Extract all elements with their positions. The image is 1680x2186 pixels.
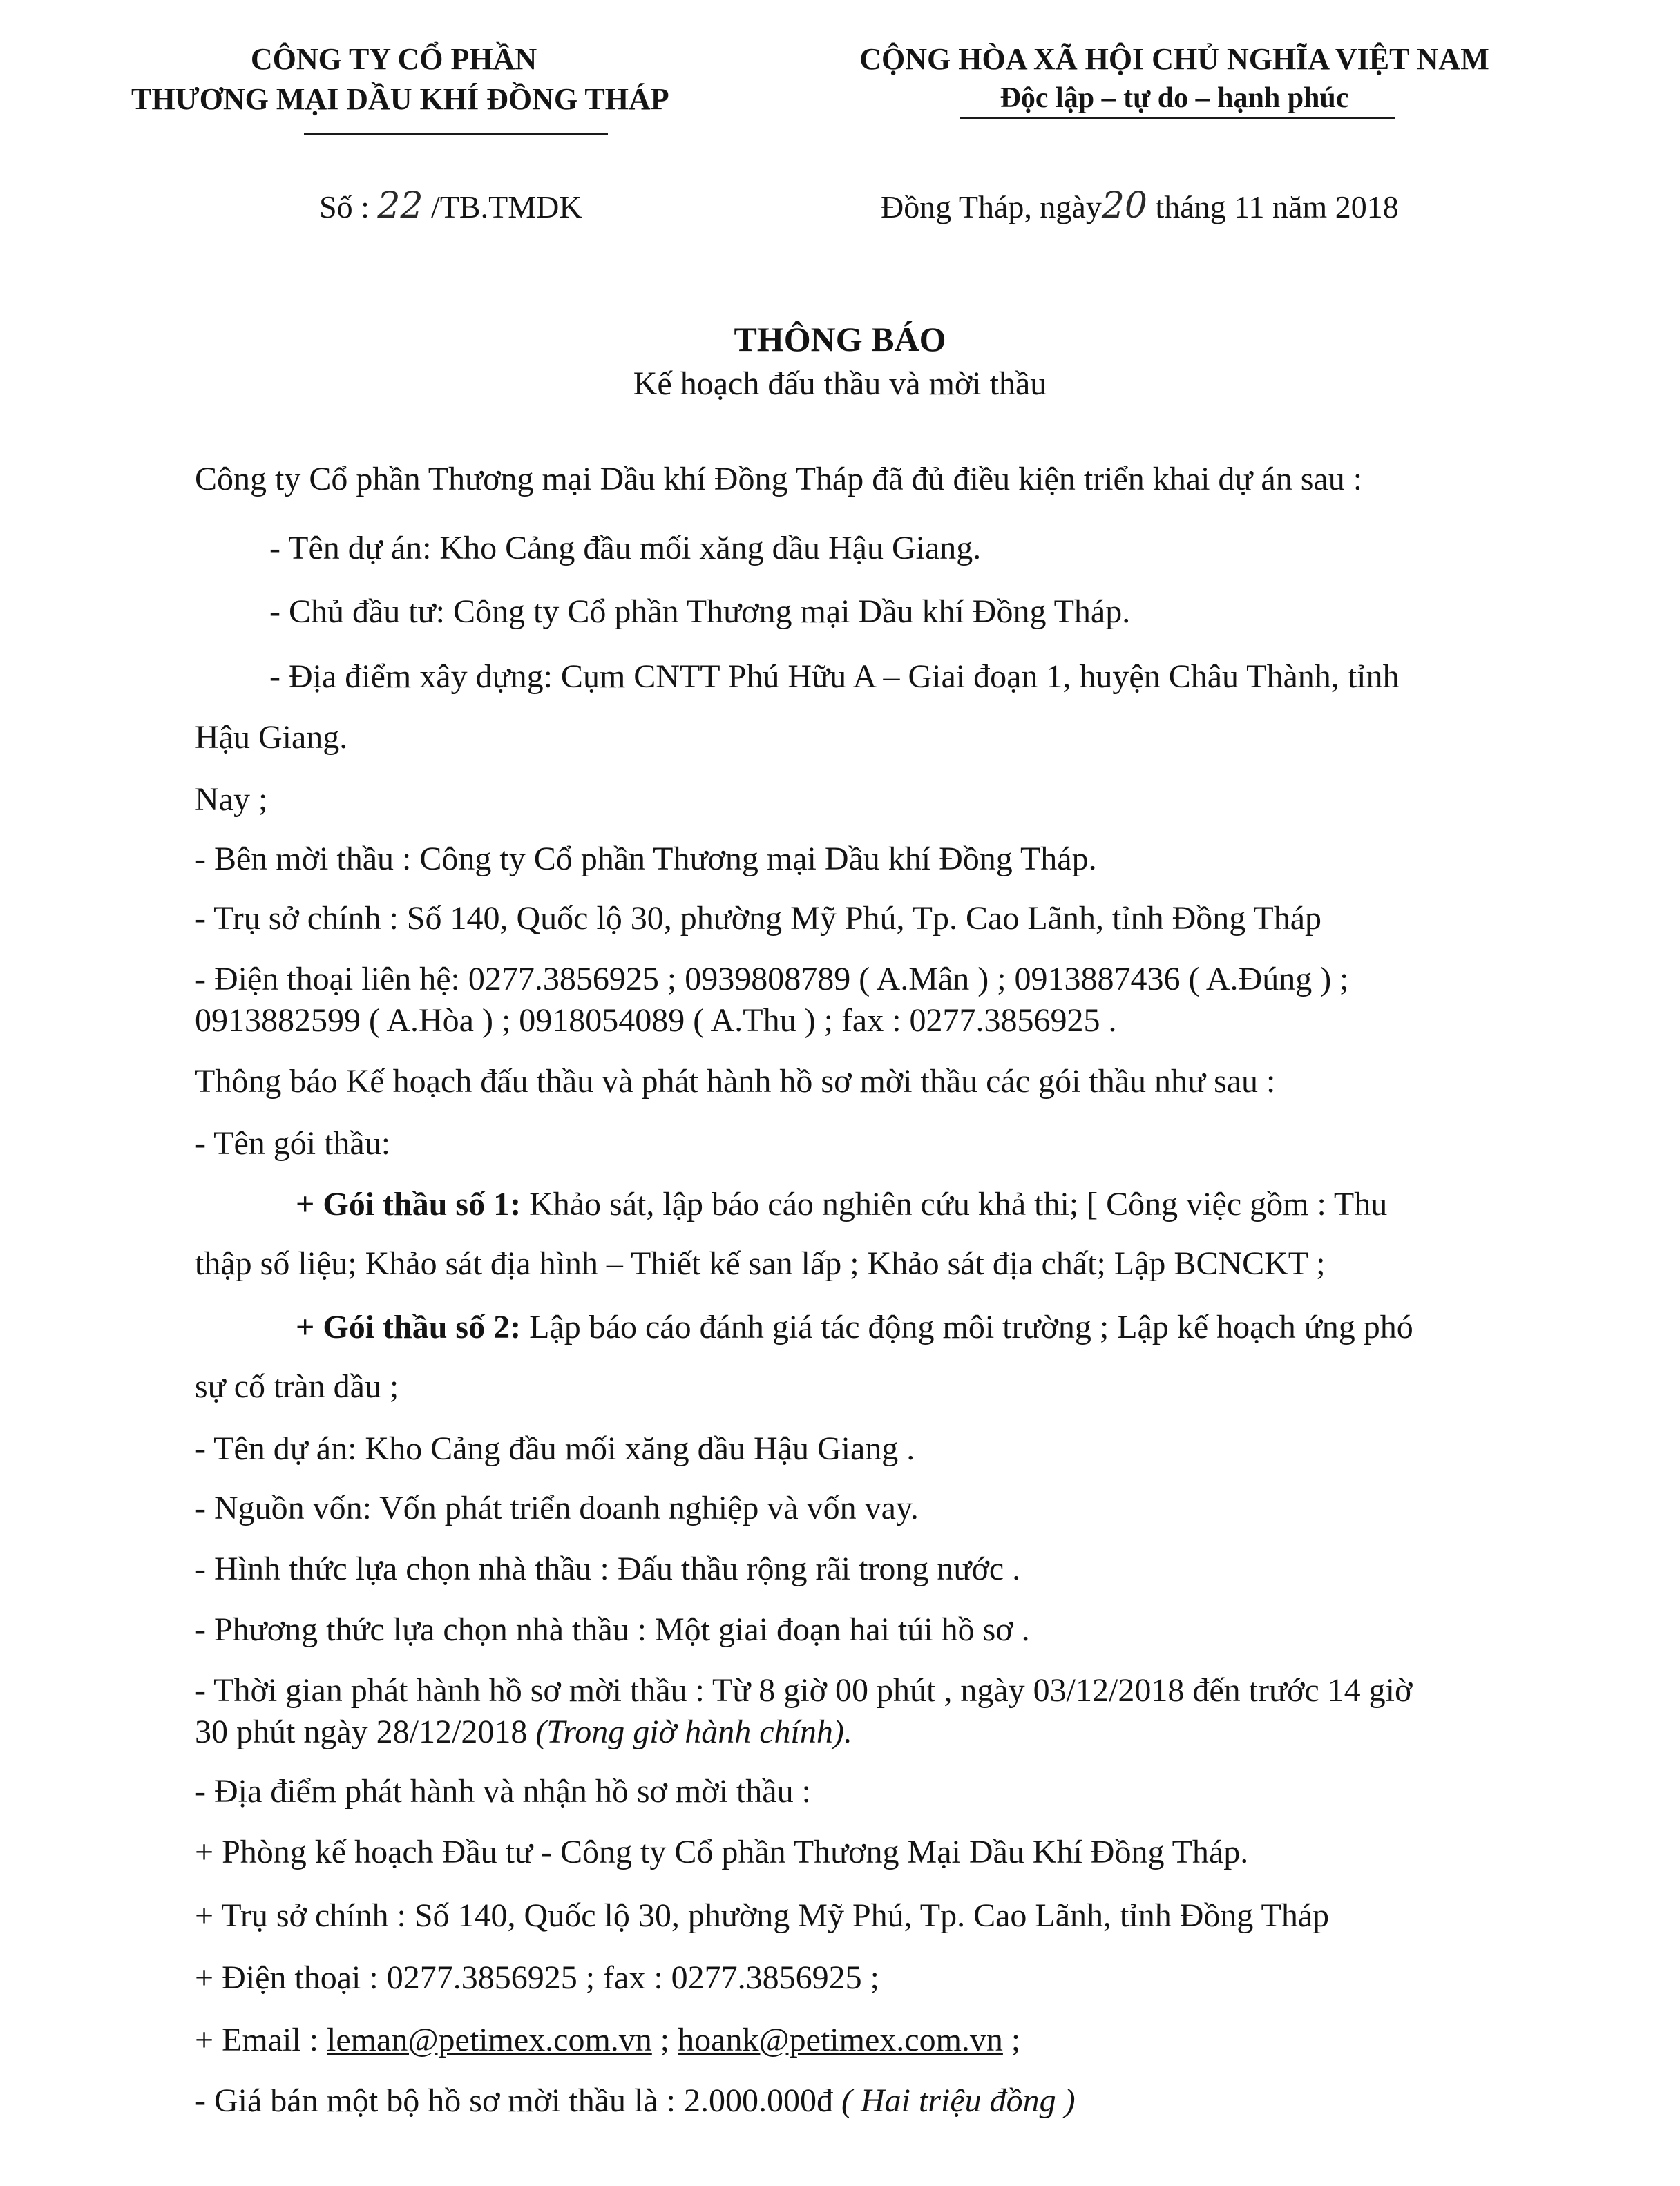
package2-label: + Gói thầu số 2:	[296, 1309, 522, 1345]
issue-dept: + Phòng kế hoạch Đầu tư - Công ty Cổ phần Thương Mại Dầu Khí Đồng Tháp.	[195, 1834, 1249, 1870]
email-separator: ;	[651, 2022, 678, 2058]
package1-label: + Gói thầu số 1:	[296, 1186, 522, 1223]
issue-time-date: 30 phút ngày 28/12/2018	[195, 1714, 528, 1750]
package-heading: - Tên gói thầu:	[195, 1125, 391, 1162]
intro-location-line2: Hậu Giang.	[195, 719, 348, 756]
intro-nay: Nay ;	[195, 781, 268, 818]
number-handwritten: 22	[377, 185, 423, 227]
issue-time-note: (Trong giờ hành chính).	[535, 1714, 852, 1750]
email-suffix: ;	[1002, 2022, 1021, 2058]
plan-funding: - Nguồn vốn: Vốn phát triển doanh nghiệp và vốn vay.	[195, 1490, 919, 1526]
office-line: - Trụ sở chính : Số 140, Quốc lộ 30, phường Mỹ Phú, Tp. Cao Lãnh, tỉnh Đồng Tháp	[195, 900, 1322, 937]
package1-text: Khảo sát, lập báo cáo nghiên cứu khả thi; [ Công việc gồm : Thu	[529, 1186, 1388, 1223]
issue-place: - Địa điểm phát hành và nhận hồ sơ mời thầu :	[195, 1773, 811, 1810]
notice-subtitle: Kế hoạch đấu thầu và mời thầu	[633, 365, 1047, 402]
package1-line1	[296, 1185, 1387, 1223]
email-prefix: + Email :	[195, 2022, 327, 2058]
notice-title: THÔNG BÁO	[734, 320, 946, 358]
issue-office: + Trụ sở chính : Số 140, Quốc lộ 30, phường Mỹ Phú, Tp. Cao Lãnh, tỉnh Đồng Tháp	[195, 1897, 1330, 1934]
phone-line1: - Điện thoại liên hệ: 0277.3856925 ; 0939808789 ( A.Mân ) ; 0913887436 ( A.Đúng ) ;	[195, 961, 1349, 997]
date-handwritten: 20	[1101, 185, 1147, 227]
company-name-line1: CÔNG TY CỔ PHẦN	[250, 42, 537, 76]
issue-phone: + Điện thoại : 0277.3856925 ; fax : 0277.3856925 ;	[195, 1959, 879, 1996]
issue-email	[195, 2021, 1020, 2059]
package1-line2: thập số liệu; Khảo sát địa hình – Thiết kế san lấp ; Khảo sát địa chất; Lập BCNCKT ;	[195, 1245, 1326, 1282]
package2-line1	[296, 1308, 1413, 1346]
email-link-hoank[interactable]: hoank@petimex.com.vn	[678, 2022, 1003, 2058]
nation-title: CỘNG HÒA XÃ HỘI CHỦ NGHĨA VIỆT NAM	[859, 42, 1489, 76]
issue-time-line2	[195, 1713, 852, 1751]
company-name-line2: THƯƠNG MẠI DẦU KHÍ ĐỒNG THÁP	[131, 82, 669, 116]
email-link-leman[interactable]: leman@petimex.com.vn	[327, 2022, 652, 2058]
plan-project-name: - Tên dự án: Kho Cảng đầu mối xăng dầu Hậu Giang .	[195, 1430, 915, 1467]
document-number	[319, 185, 582, 227]
intro-opening: Công ty Cổ phần Thương mại Dầu khí Đồng Tháp đã đủ điều kiện triển khai dự án sau :	[195, 461, 1363, 497]
plan-selection-form: - Hình thức lựa chọn nhà thầu : Đấu thầu rộng rãi trong nước .	[195, 1551, 1021, 1587]
number-prefix: Số :	[319, 189, 370, 224]
date-prefix: Đồng Tháp, ngày	[881, 189, 1102, 224]
intro-project-name: - Tên dự án: Kho Cảng đầu mối xăng dầu Hậu Giang.	[269, 530, 982, 566]
plan-selection-method: - Phương thức lựa chọn nhà thầu : Một giai đoạn hai túi hồ sơ .	[195, 1611, 1030, 1648]
issue-time-line1: - Thời gian phát hành hồ sơ mời thầu : Từ 8 giờ 00 phút , ngày 03/12/2018 đến trước 14 giờ	[195, 1672, 1413, 1709]
plan-heading: Thông báo Kế hoạch đấu thầu và phát hành hồ sơ mời thầu các gói thầu như sau :	[195, 1063, 1276, 1100]
price-words: ( Hai triệu đồng )	[841, 2082, 1076, 2119]
price-line	[195, 2082, 1076, 2120]
company-underline	[304, 133, 608, 135]
phone-line2: 0913882599 ( A.Hòa ) ; 0918054089 ( A.Thu ) ; fax : 0277.3856925 .	[195, 1002, 1117, 1039]
nation-motto: Độc lập – tự do – hạnh phúc	[1000, 82, 1349, 114]
intro-investor: - Chủ đầu tư: Công ty Cổ phần Thương mại Dầu khí Đồng Tháp.	[269, 593, 1131, 630]
inviter-line: - Bên mời thầu : Công ty Cổ phần Thương mại Dầu khí Đồng Tháp.	[195, 841, 1097, 877]
motto-underline	[960, 117, 1395, 119]
package2-text: Lập báo cáo đánh giá tác động môi trường ; Lập kế hoạch ứng phó	[529, 1309, 1413, 1345]
package2-line2: sự cố tràn dầu ;	[195, 1368, 399, 1405]
number-suffix: /TB.TMDK	[431, 189, 582, 224]
date-suffix: tháng 11 năm 2018	[1155, 189, 1399, 224]
document-date	[881, 185, 1399, 227]
intro-location-line1: - Địa điểm xây dựng: Cụm CNTT Phú Hữu A – Giai đoạn 1, huyện Châu Thành, tỉnh	[269, 658, 1400, 695]
price-text: - Giá bán một bộ hồ sơ mời thầu là : 2.000.000đ	[195, 2082, 833, 2119]
